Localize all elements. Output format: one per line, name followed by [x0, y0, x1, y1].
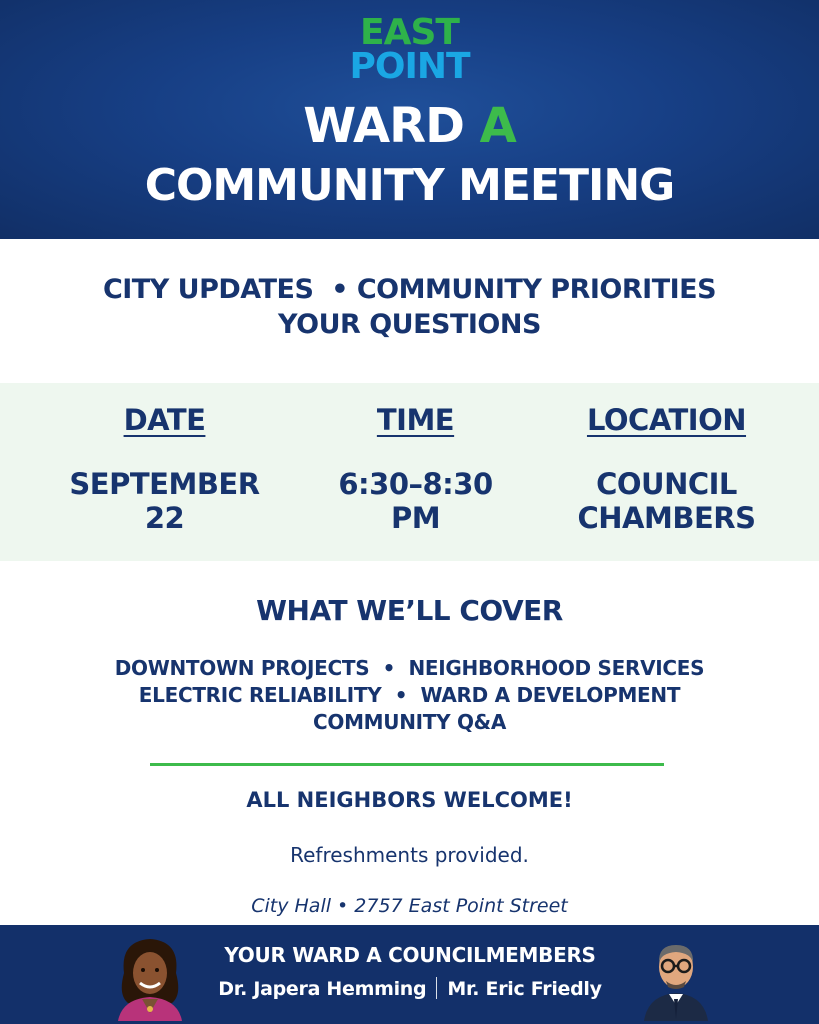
cover-heading: WHAT WE’LL COVER: [256, 594, 563, 627]
location-line2: CHAMBERS: [577, 501, 756, 535]
header-banner: [0, 0, 819, 239]
cover-line2: ELECTRIC RELIABILITY • WARD A DEVELOPMENT: [138, 683, 681, 707]
cover-line1: DOWNTOWN PROJECTS • NEIGHBORHOOD SERVICES: [114, 656, 705, 680]
date-column: [28, 403, 301, 535]
details-band: [0, 383, 819, 561]
cover-topics: [0, 655, 819, 736]
green-divider: [150, 763, 664, 766]
time-range: 6:30–8:30: [338, 467, 493, 501]
councilmember-hemming-name: Dr. Japera Hemming: [218, 978, 427, 1000]
time-period: PM: [390, 501, 441, 535]
page-title-line1: [0, 98, 819, 154]
time-label: TIME: [376, 403, 455, 437]
refreshments-text: Refreshments provided.: [290, 843, 529, 867]
address-text: City Hall • 2757 East Point Street: [251, 895, 568, 917]
councilmember-friedly-avatar: [636, 933, 716, 1021]
logo-point: POINT: [349, 46, 470, 88]
page-title-line2: COMMUNITY MEETING: [144, 160, 675, 211]
time-value: [279, 467, 552, 535]
welcome-text: ALL NEIGHBORS WELCOME!: [246, 788, 573, 812]
location-line1: COUNCIL: [596, 467, 737, 501]
title-ward-letter: A: [479, 98, 516, 154]
councilmembers-heading: YOUR WARD A COUNCILMEMBERS: [224, 943, 596, 967]
footer-banner: [0, 925, 819, 1024]
meeting-topics: [0, 272, 819, 342]
title-ward: WARD: [303, 98, 464, 154]
name-separator: [436, 977, 437, 999]
location-label: LOCATION: [586, 403, 747, 437]
location-column: [530, 403, 803, 535]
time-column: [279, 403, 552, 535]
cover-line3: COMMUNITY Q&A: [312, 710, 506, 734]
date-month: SEPTEMBER: [69, 467, 260, 501]
councilmember-friedly-name: Mr. Eric Friedly: [447, 978, 602, 1000]
date-day: 22: [144, 501, 185, 535]
councilmember-names: [170, 977, 650, 1000]
location-value: [530, 467, 803, 535]
logo-east: EAST: [360, 12, 459, 53]
date-value: [28, 467, 301, 535]
date-label: DATE: [123, 403, 206, 437]
topics-line2: YOUR QUESTIONS: [278, 309, 541, 340]
east-point-logo: [0, 12, 819, 88]
topics-line1: CITY UPDATES • COMMUNITY PRIORITIES: [102, 274, 717, 305]
